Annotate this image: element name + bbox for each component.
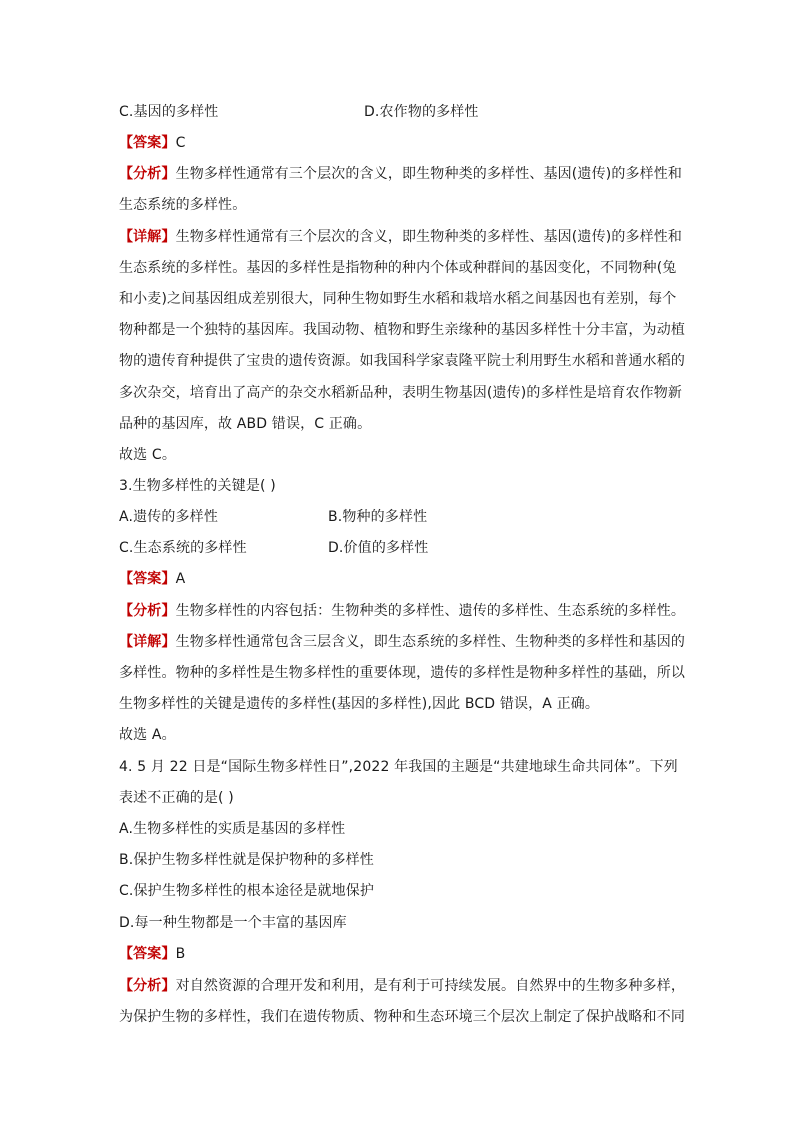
q3-option-a: A.遗传的多样性 [119,509,218,525]
q4-analysis-line-2: 为保护生物的多样性，我们在遗传物质、物种和生态环境三个层次上制定了保护战略和不同 [119,1009,685,1025]
detail-text: 生物多样性通常包含三层含义，即生态系统的多样性、生物种类的多样性和基因的 [175,634,686,650]
q2-answer [119,133,186,153]
q3-stem: 3.生物多样性的关键是( ) [119,478,276,494]
detail-tag: 【详解】 [119,634,176,650]
q2-detail-line-1 [119,227,682,247]
q2-option-d: D.农作物的多样性 [364,104,479,120]
q4-option-c: C.保护生物多样性的根本途径是就地保护 [119,883,375,899]
q2-detail-line-5: 物的遗传育种提供了宝贵的遗传资源。如我国科学家袁隆平院士利用野生水稻和普通水稻的 [119,353,685,369]
analysis-text: 生物多样性的内容包括：生物种类的多样性、遗传的多样性、生态系统的多样性。 [175,603,686,619]
answer-tag: 【答案】 [119,571,176,587]
q4-stem-line-2: 表述不正确的是( ) [119,790,234,806]
q3-detail-line-3: 生物多样性的关键是遗传的多样性(基因的多样性),因此 BCD 错误，A 正确。 [119,696,600,712]
q2-detail-line-2: 生态系统的多样性。基因的多样性是指物种的种内个体或种群间的基因变化，不同物种(兔 [119,260,677,276]
analysis-tag: 【分析】 [119,603,176,619]
answer-value: C [175,135,186,151]
answer-value: B [175,946,186,962]
q3-answer [119,569,185,589]
q3-options-cd [119,538,429,558]
q3-option-d: D.价值的多样性 [328,540,429,556]
q2-analysis-line-1 [119,164,682,184]
answer-tag: 【答案】 [119,135,176,151]
q2-conclusion: 故选 C。 [119,447,176,463]
q3-analysis [119,601,685,621]
q3-conclusion: 故选 A。 [119,727,176,743]
q3-detail-line-2: 多样性。物种的多样性是生物多样性的重要体现，遗传的多样性是物种多样性的基础，所以 [119,665,685,681]
analysis-tag: 【分析】 [119,978,176,994]
q2-detail-line-6: 多次杂交，培育出了高产的杂交水稻新品种，表明生物基因(遗传)的多样性是培育农作物新 [119,385,683,401]
q2-options-cd [119,102,479,122]
q3-option-b: B.物种的多样性 [328,509,428,525]
answer-tag: 【答案】 [119,946,176,962]
q4-answer [119,944,185,964]
detail-text: 生物多样性通常有三个层次的含义，即生物种类的多样性、基因(遗传)的多样性和 [175,229,683,245]
q2-detail-line-7: 品种的基因库，故 ABD 错误，C 正确。 [119,416,372,432]
answer-value: A [175,571,186,587]
q2-analysis-line-2: 生态系统的多样性。 [119,197,247,213]
q3-option-c: C.生态系统的多样性 [119,540,247,556]
q3-options-ab [119,507,428,527]
q2-detail-line-4: 物种都是一个独特的基因库。我国动物、植物和野生亲缘种的基因多样性十分丰富，为动植 [119,322,685,338]
q4-stem-line-1: 4. 5 月 22 日是“国际生物多样性日”,2022 年我国的主题是“共建地球生命共同体”。下列 [119,759,678,775]
q4-option-a: A.生物多样性的实质是基因的多样性 [119,821,346,837]
analysis-text: 生物多样性通常有三个层次的含义，即生物种类的多样性、基因(遗传)的多样性和 [175,166,683,182]
q4-option-b: B.保护生物多样性就是保护物种的多样性 [119,852,374,868]
q2-option-c: C.基因的多样性 [119,104,219,120]
q4-analysis-line-1 [119,976,685,996]
detail-tag: 【详解】 [119,229,176,245]
q4-option-d: D.每一种生物都是一个丰富的基因库 [119,915,347,931]
q2-detail-line-3: 和小麦)之间基因组成差别很大，同种生物如野生水稻和栽培水稻之间基因也有差别，每个 [119,291,677,307]
analysis-text: 对自然资源的合理开发和利用，是有利于可持续发展。自然界中的生物多种多样， [175,978,686,994]
q3-detail-line-1 [119,632,685,652]
analysis-tag: 【分析】 [119,166,176,182]
